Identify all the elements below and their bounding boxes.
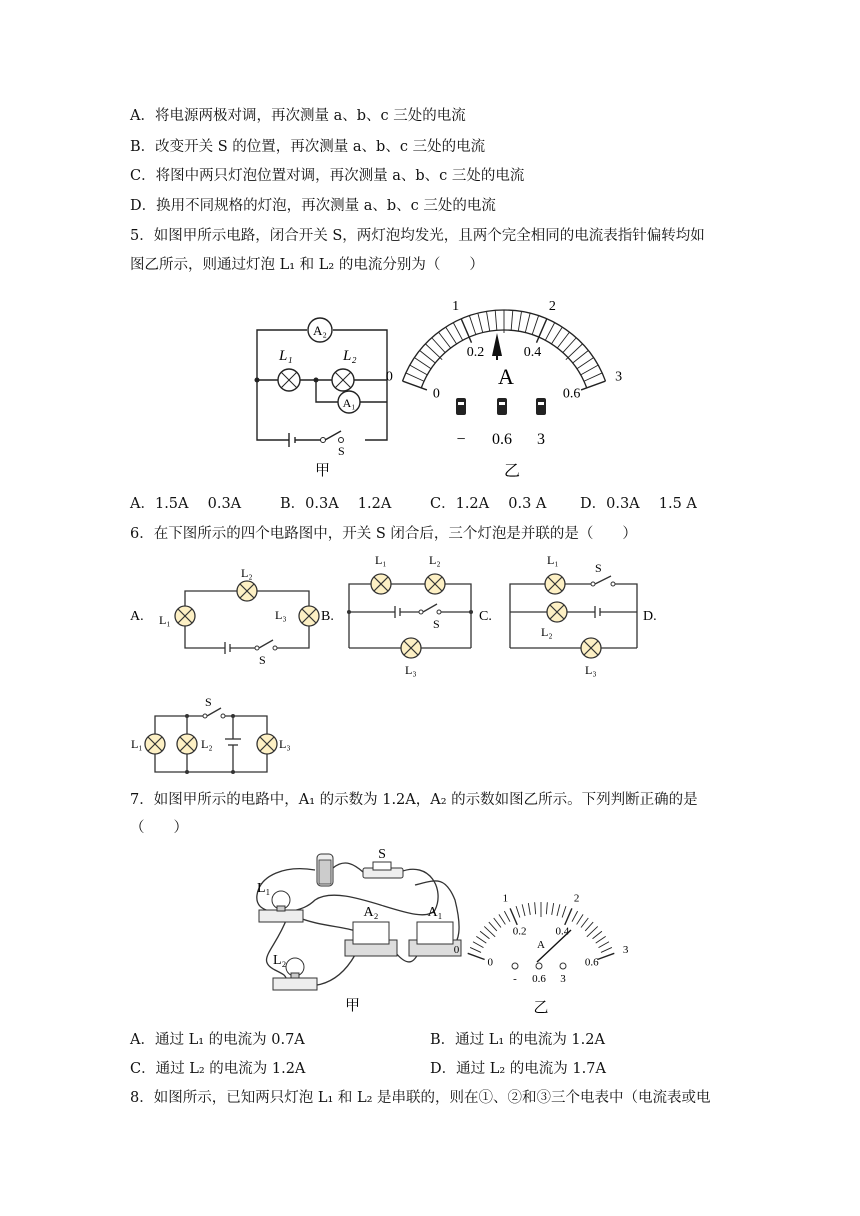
dial-tick (536, 319, 546, 343)
dial-tick (535, 902, 536, 914)
dial-unit-label: A (537, 939, 545, 951)
dial-tick (545, 323, 554, 341)
dial-top-label-2: 2 (573, 892, 580, 905)
e-switch-label: S (205, 695, 212, 709)
dial-tick (573, 351, 589, 363)
q5-fig-left-caption: 甲 (315, 463, 331, 479)
q5-option-c: C．1.2A 0.3 A (430, 496, 547, 512)
q5-fig-right-caption: 乙 (503, 463, 521, 480)
terminal-negative-label: - (513, 973, 517, 985)
q7-option-c: C．通过 L₂ 的电流为 1.2A (130, 1061, 306, 1077)
dial-tick (557, 904, 560, 916)
dial-bottom-label-3: 0.6 (584, 956, 599, 969)
dial-tick (572, 911, 578, 922)
dial-tick (601, 947, 612, 952)
q5-option-d: D．0.3A 1.5 A (580, 496, 697, 512)
dial-tick (597, 953, 614, 959)
q6-circuit-diagrams (125, 548, 665, 783)
q4-option-b: B．改变开关 S 的位置，再次测量 a、b、c 三处的电流 (130, 139, 486, 155)
q7-fig-right-caption: 乙 (533, 1000, 549, 1016)
q7-option-d: D．通过 L₂ 的电流为 1.7A (430, 1061, 606, 1077)
circuit-a-letter: A. (130, 609, 144, 624)
e-l2-label: L₂ (201, 737, 213, 751)
dial-tick (469, 316, 475, 335)
terminal-3-label: 3 (560, 973, 566, 985)
d-l1-label: L₁ (547, 553, 559, 567)
dial-tick (420, 351, 436, 363)
terminal-0-6-label: 0.6 (532, 973, 546, 985)
dial-tick (587, 926, 598, 936)
c-l2-label: L₂ (429, 553, 441, 567)
lamp-l1-label: L₁ (279, 348, 293, 364)
q7-physical-circuit (245, 840, 470, 1020)
dial-tick (476, 936, 486, 943)
dial-tick (593, 931, 602, 938)
dial-tick (489, 922, 497, 931)
dial-tick (528, 903, 530, 915)
q5-option-b: B．0.3A 1.2A (280, 496, 392, 512)
dial-tick (551, 327, 562, 344)
q6-stem: 6．在下图所示的四个电路图中，开关 S 闭合后，三个灯泡是并联的是（ ） (130, 526, 637, 542)
dial-tick (532, 316, 538, 335)
dial-tick (525, 313, 530, 332)
q5-stem-line1: 5．如图甲所示电路，闭合开关 S，两灯泡均发光，且两个完全相同的电流表指针偏转均如 (130, 228, 705, 244)
dial-tick (473, 942, 483, 948)
switch-s-label: S (338, 444, 345, 458)
q7-stem-line1: 7．如图甲所示的电路中，A₁ 的示数为 1.2A，A₂ 的示数如图乙所示。下列判断正确的是 (130, 792, 698, 808)
dial-top-label-1: 1 (502, 892, 509, 905)
dial-tick (499, 914, 505, 924)
dial-top-label-3: 3 (622, 944, 629, 957)
a-l1-label: L₁ (159, 613, 171, 627)
dial-tick (584, 373, 602, 381)
dial-tick (414, 358, 431, 369)
c-switch-label: S (433, 617, 440, 631)
c-l1-label: L₁ (375, 553, 387, 567)
q5-option-a: A．1.5A 0.3A (130, 496, 242, 512)
dial-bottom-label-0: 0 (487, 956, 494, 969)
a-l3-label: L₃ (275, 608, 287, 622)
q7-l2-label: L₂ (273, 953, 287, 968)
dial-tick (552, 903, 554, 915)
terminal-negative-label: − (456, 431, 466, 448)
circuit-d-letter: D. (643, 609, 657, 624)
q7-option-b: B．通过 L₁ 的电流为 1.2A (430, 1032, 605, 1048)
dial-tick (480, 931, 489, 938)
c-l3-label: L₃ (405, 663, 417, 677)
dial-tick (406, 373, 424, 381)
dial-tick (453, 323, 462, 341)
dial-bottom-label-1: 0.2 (512, 925, 527, 938)
dial-tick (510, 908, 517, 925)
dial-bottom-label-0: 0 (432, 386, 440, 402)
dial-tick (439, 332, 451, 348)
dial-top-label-0: 0 (385, 369, 393, 385)
q8-stem: 8．如图所示，已知两只灯泡 L₁ 和 L₂ 是串联的，则在①、②和③三个电表中（电流表或电 (130, 1090, 711, 1106)
dial-tick (581, 918, 588, 928)
dial-top-label-3: 3 (615, 369, 623, 385)
dial-tick (484, 926, 495, 936)
dial-tick (585, 922, 593, 931)
q5-circuit-diagram (245, 310, 395, 480)
circuit-b-letter: B. (321, 609, 334, 624)
dial-tick (546, 902, 547, 914)
dial-tick (470, 947, 481, 952)
a-l2-label: L₂ (241, 566, 253, 580)
q4-option-c: C．将图中两只灯泡位置对调，再次测量 a、b、c 三处的电流 (130, 168, 525, 184)
circuit-c-letter: C. (479, 609, 492, 624)
dial-tick (522, 904, 525, 916)
ammeter-a1-label: A₁ (342, 396, 356, 410)
dial-tick (495, 310, 497, 330)
dial-tick (468, 953, 485, 959)
dial-bottom-label-2: 0.4 (555, 925, 570, 938)
dial-top-label-0: 0 (453, 944, 460, 957)
dial-tick (511, 310, 513, 330)
dial-top-label-1: 1 (452, 298, 460, 314)
ammeter-a2-label: A₂ (313, 323, 327, 338)
a-switch-label: S (259, 653, 266, 667)
d-switch-label: S (595, 561, 602, 575)
d-l3-label: L₃ (585, 663, 597, 677)
q7-a2-label: A₂ (363, 905, 379, 920)
e-l1-label: L₁ (131, 737, 143, 751)
dial-tick (446, 327, 457, 344)
dial-tick (577, 914, 583, 924)
dial-tick (518, 311, 521, 331)
q7-a1-label: A₁ (427, 905, 443, 920)
dial-tick (504, 911, 510, 922)
dial-unit-label: A (498, 364, 514, 389)
q7-option-a: A．通过 L₁ 的电流为 0.7A (130, 1032, 305, 1048)
dial-top-label-2: 2 (548, 298, 556, 314)
q4-option-d: D．换用不同规格的灯泡，再次测量 a、b、c 三处的电流 (130, 198, 496, 214)
dial-tick (410, 365, 427, 375)
dial-tick (581, 365, 598, 375)
dial-tick (565, 908, 572, 925)
dial-tick (577, 358, 594, 369)
dial-tick (562, 906, 566, 917)
d-l2-label: L₂ (541, 625, 553, 639)
dial-tick (461, 319, 471, 343)
dial-tick (563, 338, 576, 353)
terminal-0-6-label: 0.6 (492, 431, 512, 448)
lamp-l2-label: L₂ (343, 348, 357, 364)
q4-option-a: A．将电源两极对调，再次测量 a、b、c 三处的电流 (130, 108, 466, 124)
terminal-3-label: 3 (537, 431, 545, 448)
dial-tick (596, 936, 606, 943)
q7-ammeter-dial (453, 880, 630, 1020)
q7-stem-line2: （ ） (130, 820, 188, 836)
q7-l1-label: L₁ (257, 881, 271, 896)
dial-tick (599, 942, 609, 948)
dial-tick (516, 906, 520, 917)
dial-tick (494, 918, 501, 928)
q5-stem-line2: 图乙所示，则通过灯泡 L₁ 和 L₂ 的电流分别为（ ） (130, 257, 484, 273)
q7-switch-label: S (378, 847, 386, 862)
q5-ammeter-dial (385, 278, 625, 483)
e-l3-label: L₃ (279, 737, 291, 751)
q7-fig-left-caption: 甲 (345, 998, 361, 1014)
dial-bottom-label-3: 0.6 (562, 386, 581, 402)
dial-bottom-label-2: 0.4 (523, 344, 542, 360)
dial-tick (486, 311, 489, 331)
dial-tick (432, 338, 445, 353)
dial-tick (557, 332, 569, 348)
dial-tick (478, 313, 483, 332)
dial-bottom-label-1: 0.2 (466, 344, 485, 360)
